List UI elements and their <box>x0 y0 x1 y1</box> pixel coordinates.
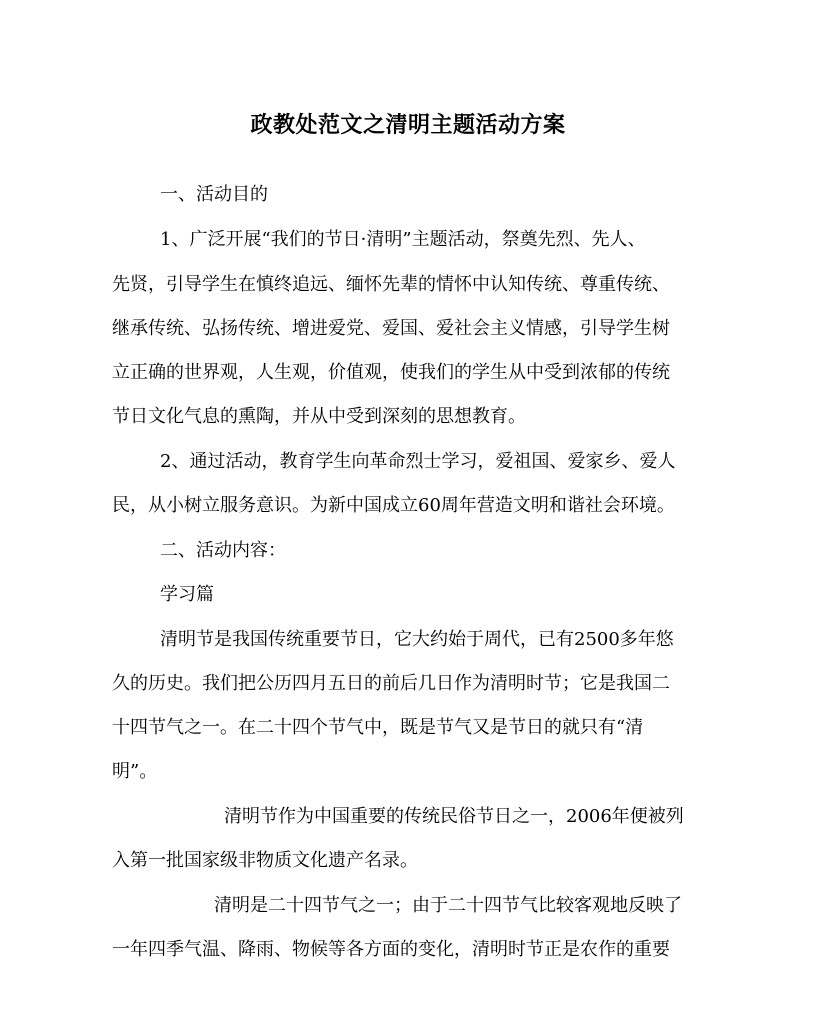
section-heading-content: 二、活动内容： <box>160 540 286 561</box>
paragraph-line: 清明节作为中国重要的传统民俗节日之一，2006年便被列 <box>224 806 684 827</box>
paragraph-line: 一年四季气温、降雨、物候等各方面的变化，清明时节正是农作的重要 <box>112 939 670 960</box>
document-title: 政教处范文之清明主题活动方案 <box>250 112 566 138</box>
paragraph-line: 民，从小树立服务意识。为新中国成立60周年营造文明和谐社会环境。 <box>112 495 675 516</box>
paragraph-line: 先贤，引导学生在慎终追远、缅怀先辈的情怀中认知传统、尊重传统、 <box>112 274 670 295</box>
paragraph-line: 继承传统、弘扬传统、增进爱党、爱国、爱社会主义情感，引导学生树 <box>112 318 670 339</box>
section-heading-purpose: 一、活动目的 <box>160 184 268 205</box>
paragraph-line: 久的历史。我们把公历四月五日的前后几日作为清明时节；它是我国二 <box>112 673 670 694</box>
paragraph-line: 明”。 <box>112 761 158 782</box>
subsection-heading-study: 学习篇 <box>160 584 214 605</box>
paragraph-line: 清明是二十四节气之一；由于二十四节气比较客观地反映了 <box>214 895 682 916</box>
paragraph-line: 1、广泛开展“我们的节日·清明”主题活动，祭奠先烈、先人、 <box>160 229 646 250</box>
paragraph-line: 2、通过活动，教育学生向革命烈士学习，爱祖国、爱家乡、爱人 <box>160 451 676 472</box>
paragraph-line: 节日文化气息的熏陶，并从中受到深刻的思想教育。 <box>112 406 526 427</box>
paragraph-line: 立正确的世界观，人生观，价值观，使我们的学生从中受到浓郁的传统 <box>112 362 670 383</box>
paragraph-line: 清明节是我国传统重要节日，它大约始于周代，已有2500多年悠 <box>160 629 674 650</box>
paragraph-line: 入第一批国家级非物质文化遗产名录。 <box>112 850 418 871</box>
paragraph-line: 十四节气之一。在二十四个节气中，既是节气又是节日的就只有“清 <box>112 717 644 738</box>
